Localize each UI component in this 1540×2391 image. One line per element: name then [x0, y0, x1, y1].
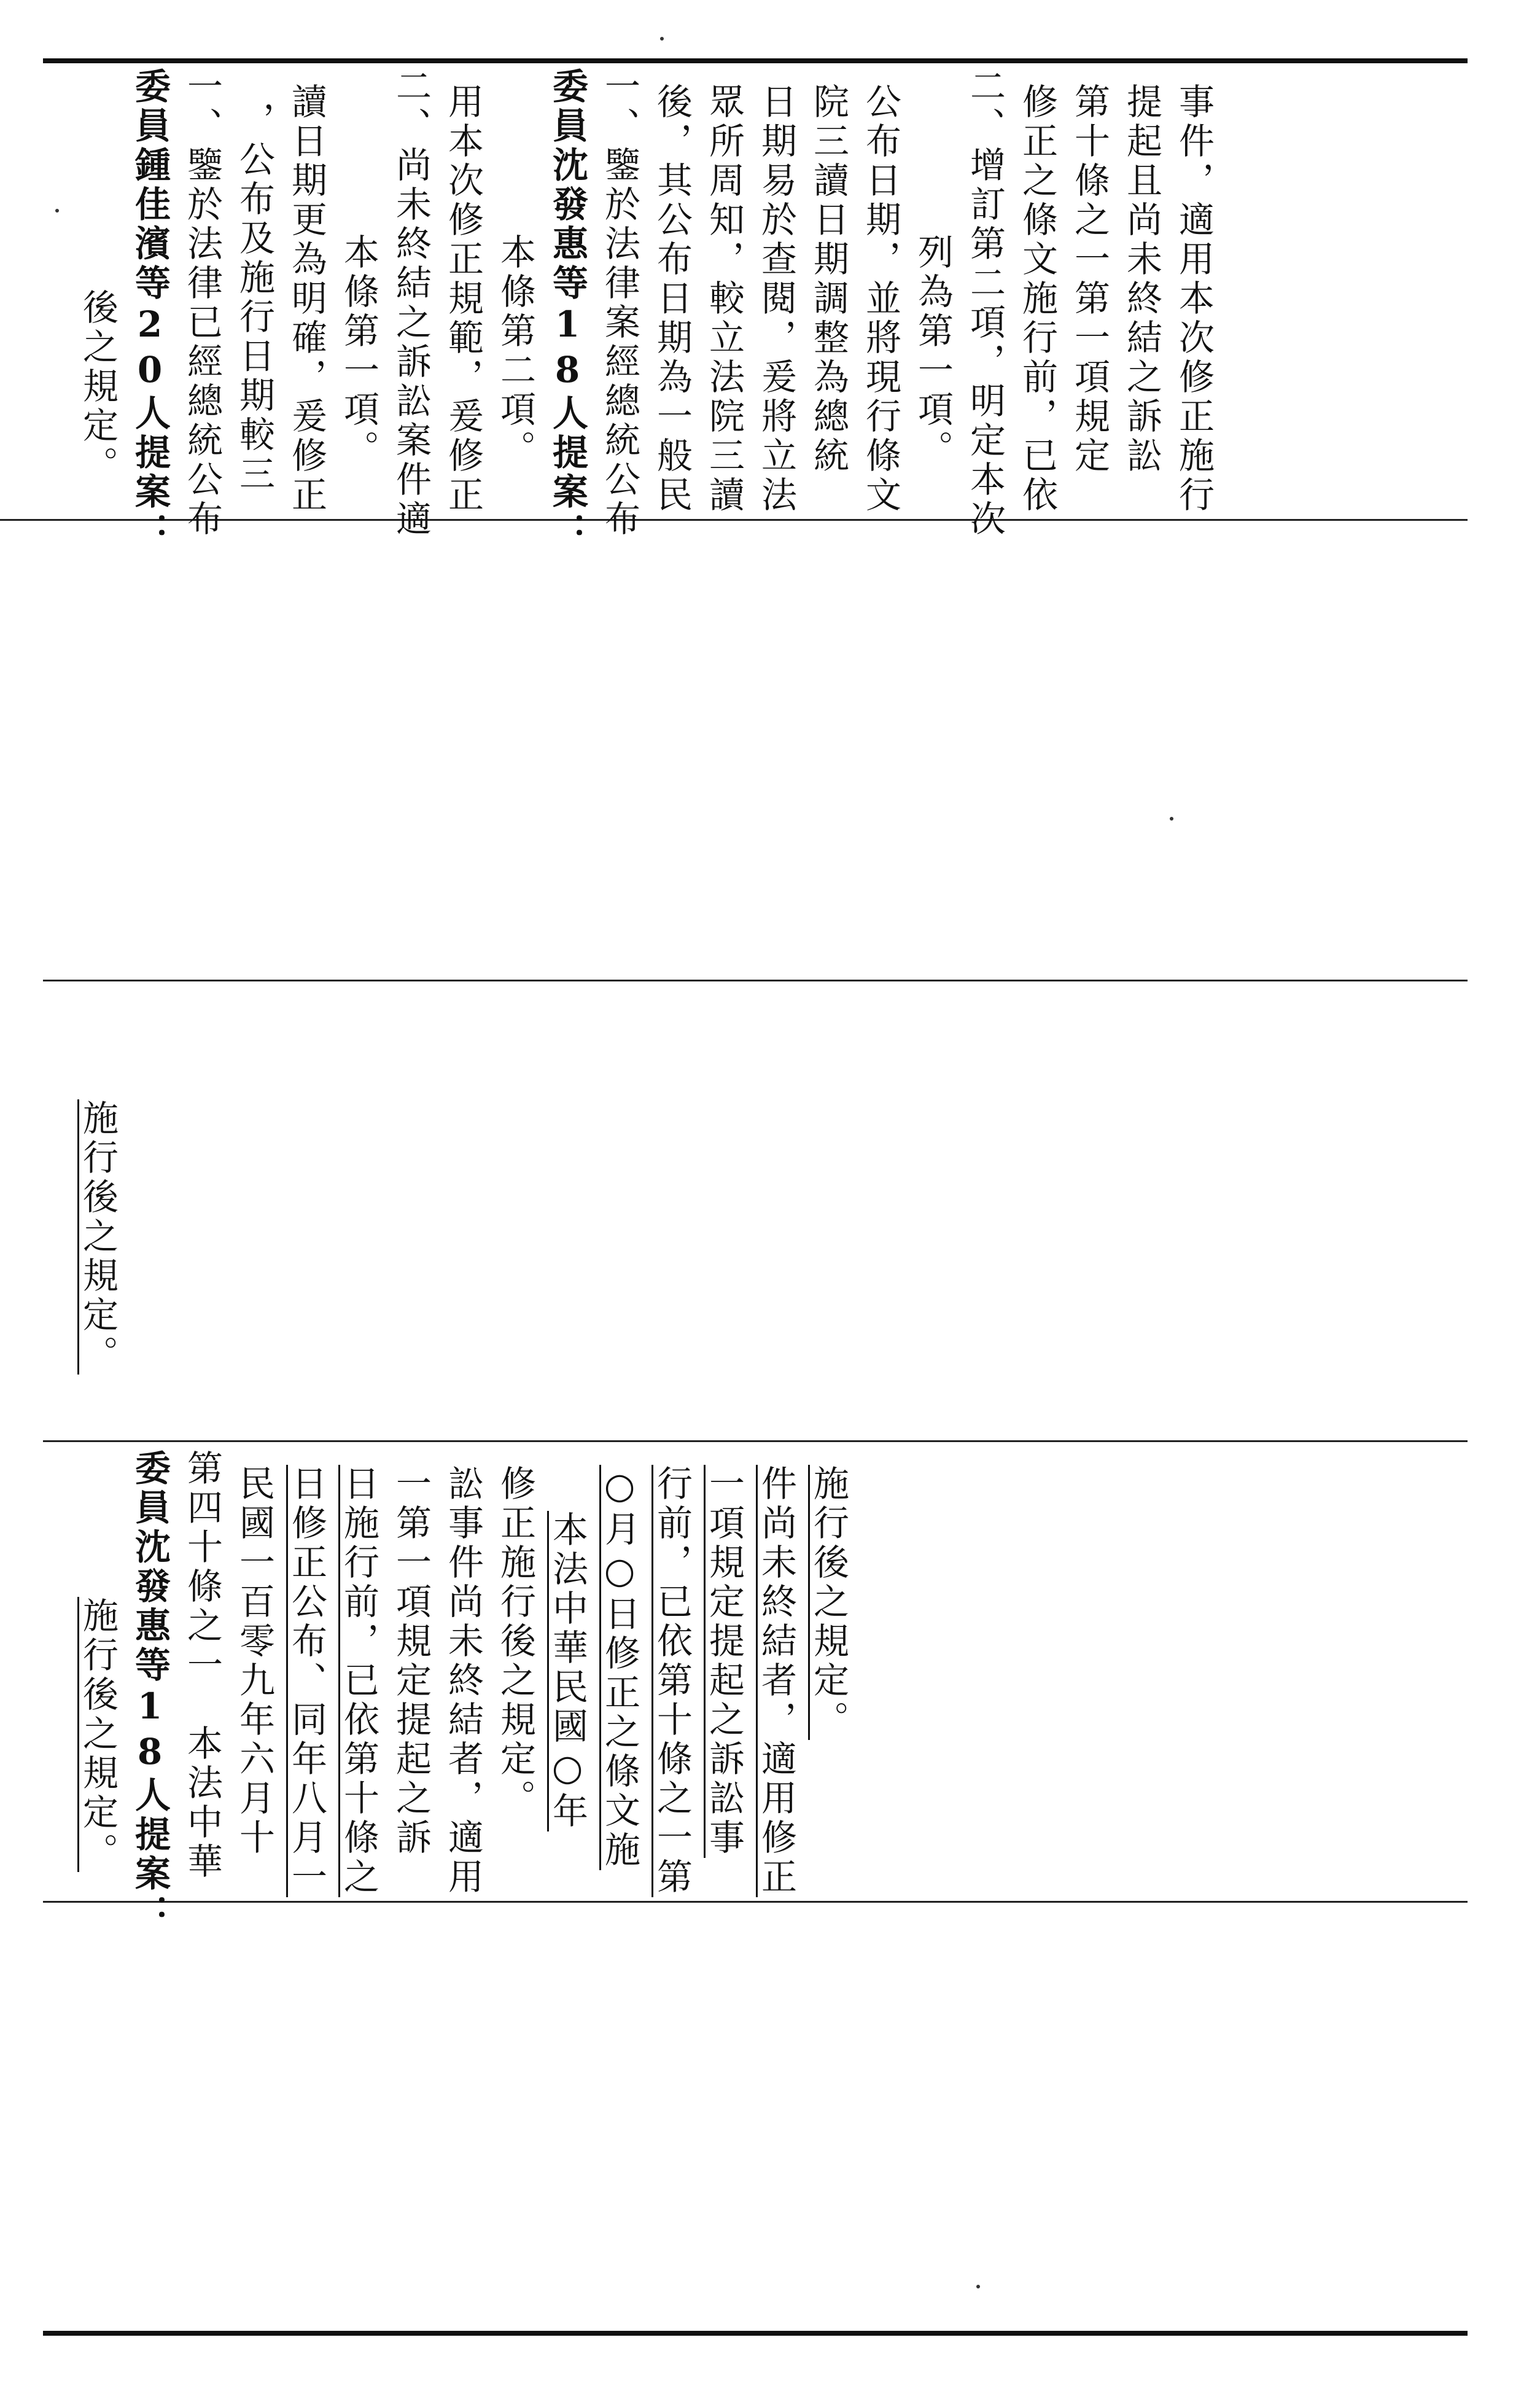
text-column: 件尚未終結者，適用修正	[755, 1465, 797, 1897]
proposal-heading: 委員鍾佳濱等20人提案：	[129, 68, 171, 552]
text-column: 一項規定提起之訴訟事	[703, 1465, 745, 1858]
proposal-heading: 委員沈發惠等18人提案：	[546, 68, 588, 552]
text-column: 事件，適用本次修正施行	[1173, 83, 1215, 515]
text-column: 第四十條之一 本法中華	[181, 1449, 223, 1882]
text-column: 一、鑒於法律案經總統公布	[599, 68, 640, 539]
bottom-border-rule	[43, 2331, 1468, 2336]
text-column: 第十條之一第一項規定	[1068, 83, 1110, 476]
row-separator-d	[43, 1901, 1468, 1903]
text-column: 本條第二項。	[494, 233, 536, 469]
text-column: 日期易於查閱，爰將立法	[755, 83, 797, 515]
text-column: 一第一項規定提起之訴	[390, 1465, 432, 1858]
top-right-block	[68, 68, 1468, 552]
row-separator-b	[43, 980, 1468, 981]
scan-speck	[660, 37, 664, 41]
text-column: 施行後之規定。	[77, 1597, 119, 1872]
text-column: 眾所周知，較立法院三讀	[703, 83, 745, 515]
text-column: 提起且尚未終結之訴訟	[1121, 83, 1162, 476]
text-column: 施行後之規定。	[807, 1465, 849, 1740]
text-column: 一、鑒於法律已經總統公布	[181, 68, 223, 539]
scan-speck	[55, 209, 59, 213]
text-column: 後之規定。	[77, 289, 119, 485]
row-separator-a	[43, 519, 1468, 521]
text-column: 修正施行後之規定。	[494, 1465, 536, 1819]
text-column: 本條第一項。	[338, 233, 379, 469]
text-column: 施行後之規定。	[77, 1099, 119, 1375]
scan-speck	[1170, 817, 1173, 821]
proposal-heading: 委員沈發惠等18人提案：	[129, 1449, 171, 1933]
row-separator-c	[43, 1440, 1468, 1442]
text-column: 本法中華民國○年	[546, 1511, 588, 1831]
text-column: ，公布及施行日期較三	[233, 101, 275, 494]
text-column: 二、增訂第二項，明定本次	[964, 68, 1006, 539]
text-column: ○月○日修正之條文施	[599, 1465, 640, 1870]
text-column: 後，其公布日期為一般民	[651, 83, 693, 515]
text-column: 修正之條文施行前，已依	[1016, 83, 1058, 515]
text-column: 行前，已依第十條之一第	[651, 1465, 693, 1897]
text-column: 公布日期，並將現行條文	[860, 83, 901, 515]
text-column: 院三讀日期調整為總統	[807, 83, 849, 476]
text-column: 日施行前，已依第十條之	[338, 1465, 379, 1897]
text-column: 訟事件尚未終結者，適用	[442, 1465, 484, 1897]
text-column: 讀日期更為明確，爰修正	[286, 83, 327, 515]
text-column: 用本次修正規範，爰修正	[442, 83, 484, 515]
bottom-block	[68, 1449, 1468, 1933]
text-column: 民國一百零九年六月十	[233, 1465, 275, 1858]
scan-speck	[976, 2285, 980, 2288]
middle-block	[68, 989, 1468, 1431]
text-column: 日修正公布、同年八月一	[286, 1465, 327, 1897]
text-column: 列為第一項。	[912, 233, 954, 469]
top-border-rule	[43, 58, 1468, 63]
text-column: 二、尚未終結之訴訟案件適	[390, 68, 432, 539]
